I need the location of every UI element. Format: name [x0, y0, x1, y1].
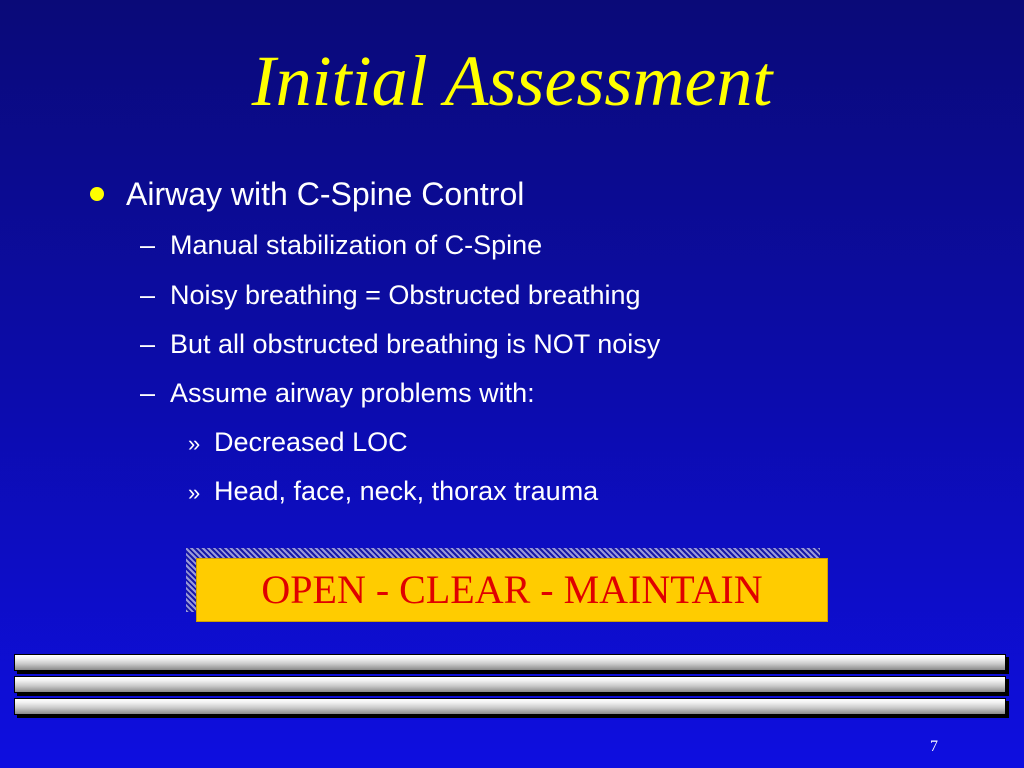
dash-marker: –	[140, 378, 156, 408]
bullet-airway	[90, 174, 524, 214]
decorative-bar	[14, 654, 1006, 671]
slide-title: Initial Assessment	[251, 41, 773, 121]
dash-marker: –	[140, 230, 156, 260]
decorative-bar	[14, 676, 1006, 693]
sub-bullet-item	[140, 228, 542, 262]
decorative-bars	[14, 654, 1010, 720]
sub-sub-bullet-text: Decreased LOC	[214, 427, 408, 457]
round-bullet-icon	[90, 187, 104, 201]
sub-bullet-text: Assume airway problems with:	[170, 378, 535, 408]
dash-marker: –	[140, 329, 156, 359]
guillemet-marker: »	[188, 480, 201, 505]
sub-bullet-item	[140, 278, 641, 312]
sub-sub-bullet-text: Head, face, neck, thorax trauma	[214, 476, 599, 506]
slide-number: 7	[930, 738, 938, 755]
sub-sub-bullet-item	[188, 474, 598, 510]
decorative-bar	[14, 698, 1006, 715]
sub-bullet-text: But all obstructed breathing is NOT noisy	[170, 329, 661, 359]
sub-bullet-item	[140, 327, 660, 361]
dash-marker: –	[140, 280, 156, 310]
guillemet-marker: »	[188, 431, 201, 456]
sub-bullet-text: Noisy breathing = Obstructed breathing	[170, 280, 641, 310]
sub-sub-bullet-item	[188, 425, 408, 461]
callout-box: OPEN - CLEAR - MAINTAIN	[196, 558, 828, 622]
sub-bullet-item	[140, 376, 535, 410]
bullet-text: Airway with C-Spine Control	[126, 176, 525, 212]
sub-bullet-text: Manual stabilization of C-Spine	[170, 230, 543, 260]
